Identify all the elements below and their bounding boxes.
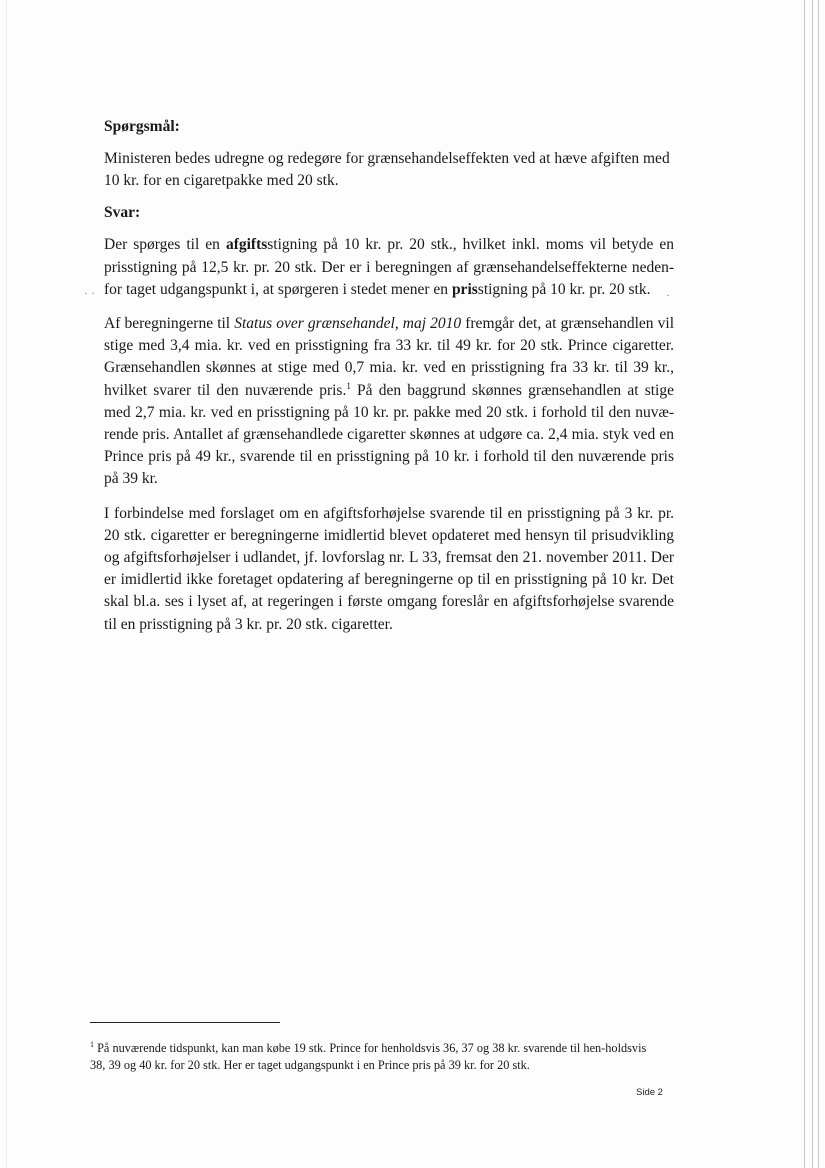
footnote-separator bbox=[90, 1022, 280, 1023]
report-title: Status over grænsehandel, maj 2010 bbox=[234, 315, 462, 333]
para1-text-start: Der spørges til en bbox=[104, 236, 226, 254]
answer-paragraph-1 bbox=[104, 234, 674, 301]
page-number: Side 2 bbox=[636, 1087, 663, 1098]
footnote bbox=[90, 1040, 650, 1074]
footnote-text: På nuværende tidspunkt, kan man købe 19 stk. Prince for henholdsvis 36, 37 og 38 kr. svarende til hen-holdsvis 38, 39 og 40 kr. for 20 stk. Her er taget udgangspunkt i en Prince pris på 39 kr. for 20 stk. bbox=[90, 1041, 647, 1072]
scan-edge-right-3 bbox=[818, 0, 819, 1168]
scan-edge-right-1 bbox=[804, 0, 805, 1168]
para2-text-1: Af beregningerne til bbox=[104, 315, 235, 333]
scan-artifact-dot: · bbox=[666, 288, 670, 302]
scan-edge-left bbox=[6, 0, 7, 1168]
answer-heading: Svar: bbox=[104, 204, 141, 222]
document-body bbox=[104, 118, 674, 648]
scan-artifact-dots: · · bbox=[84, 286, 95, 300]
answer-paragraph-2 bbox=[104, 313, 674, 491]
footnote-number: 1 bbox=[90, 1039, 94, 1049]
para2-text-3: På den baggrund skønnes grænsehandlen at stige med 2,7 mia. kr. ved en prisstigning på 10 kr. pr. pakke med 20 stk. i forhold til den nuvæ-rende pris. Antallet af grænsehandlede cigaretter skønnes at udgøre ca. 2,4 mia. styk ved en Prince pris på 49 kr., svarende til en prisstigning på 10 kr. i forhold til den nuværende pris på 39 kr. bbox=[104, 381, 674, 488]
para1-bold-afgifts: afgifts bbox=[225, 236, 268, 254]
para2-text-2: fremgår det, at grænsehandlen vil stige med 3,4 mia. kr. ved en prisstigning fra 33 kr. til 49 kr. for 20 stk. Prince cigaretter. Grænsehandlen skønnes at stige med 0,7 mia. kr. ved en prisstigning fra 33 kr. til 39 kr., hvilket svarer til den nuværende pris. bbox=[104, 315, 675, 399]
answer-paragraph-3: I forbindelse med forslaget om en afgiftsforhøjelse svarende til en prisstigning på 3 kr. pr. 20 stk. cigaretter er beregningerne imidlertid blevet opdateret med hensyn til prisudvikling og afgiftsforhøjelser i udlandet, jf. lovforslag nr. L 33, fremsat den 21. november 2011. Der er imidlertid ikke foretaget opdatering af beregningerne op til en prisstigning på 10 kr. Det skal bl.a. ses i lyset af, at regeringen i første omgang foreslår en afgiftsforhøjelse svarende til en prisstigning på 3 kr. pr. 20 stk. cigaretter. bbox=[104, 504, 674, 633]
para1-text-mid: stigning på 10 kr. pr. 20 stk., hvilket inkl. moms vil betyde en prisstigning på 12,5 kr. pr. 20 stk. Der er i beregningen af grænsehandelseffekterne neden-for taget udgangspunkt i, at spørgeren i stedet mener en bbox=[104, 236, 674, 298]
para1-bold-pris: pris bbox=[451, 280, 478, 298]
para1-text-end: stigning på 10 kr. pr. 20 stk. bbox=[477, 280, 651, 298]
scan-edge-right-2 bbox=[812, 0, 813, 1168]
question-heading: Spørgsmål: bbox=[104, 118, 180, 135]
question-text: Ministeren bedes udregne og redegøre for grænsehandelseffekten ved at hæve afgiften med 10 kr. for en cigaretpakke med 20 stk. bbox=[104, 150, 670, 190]
footnote-reference[interactable]: 1 bbox=[346, 380, 351, 391]
